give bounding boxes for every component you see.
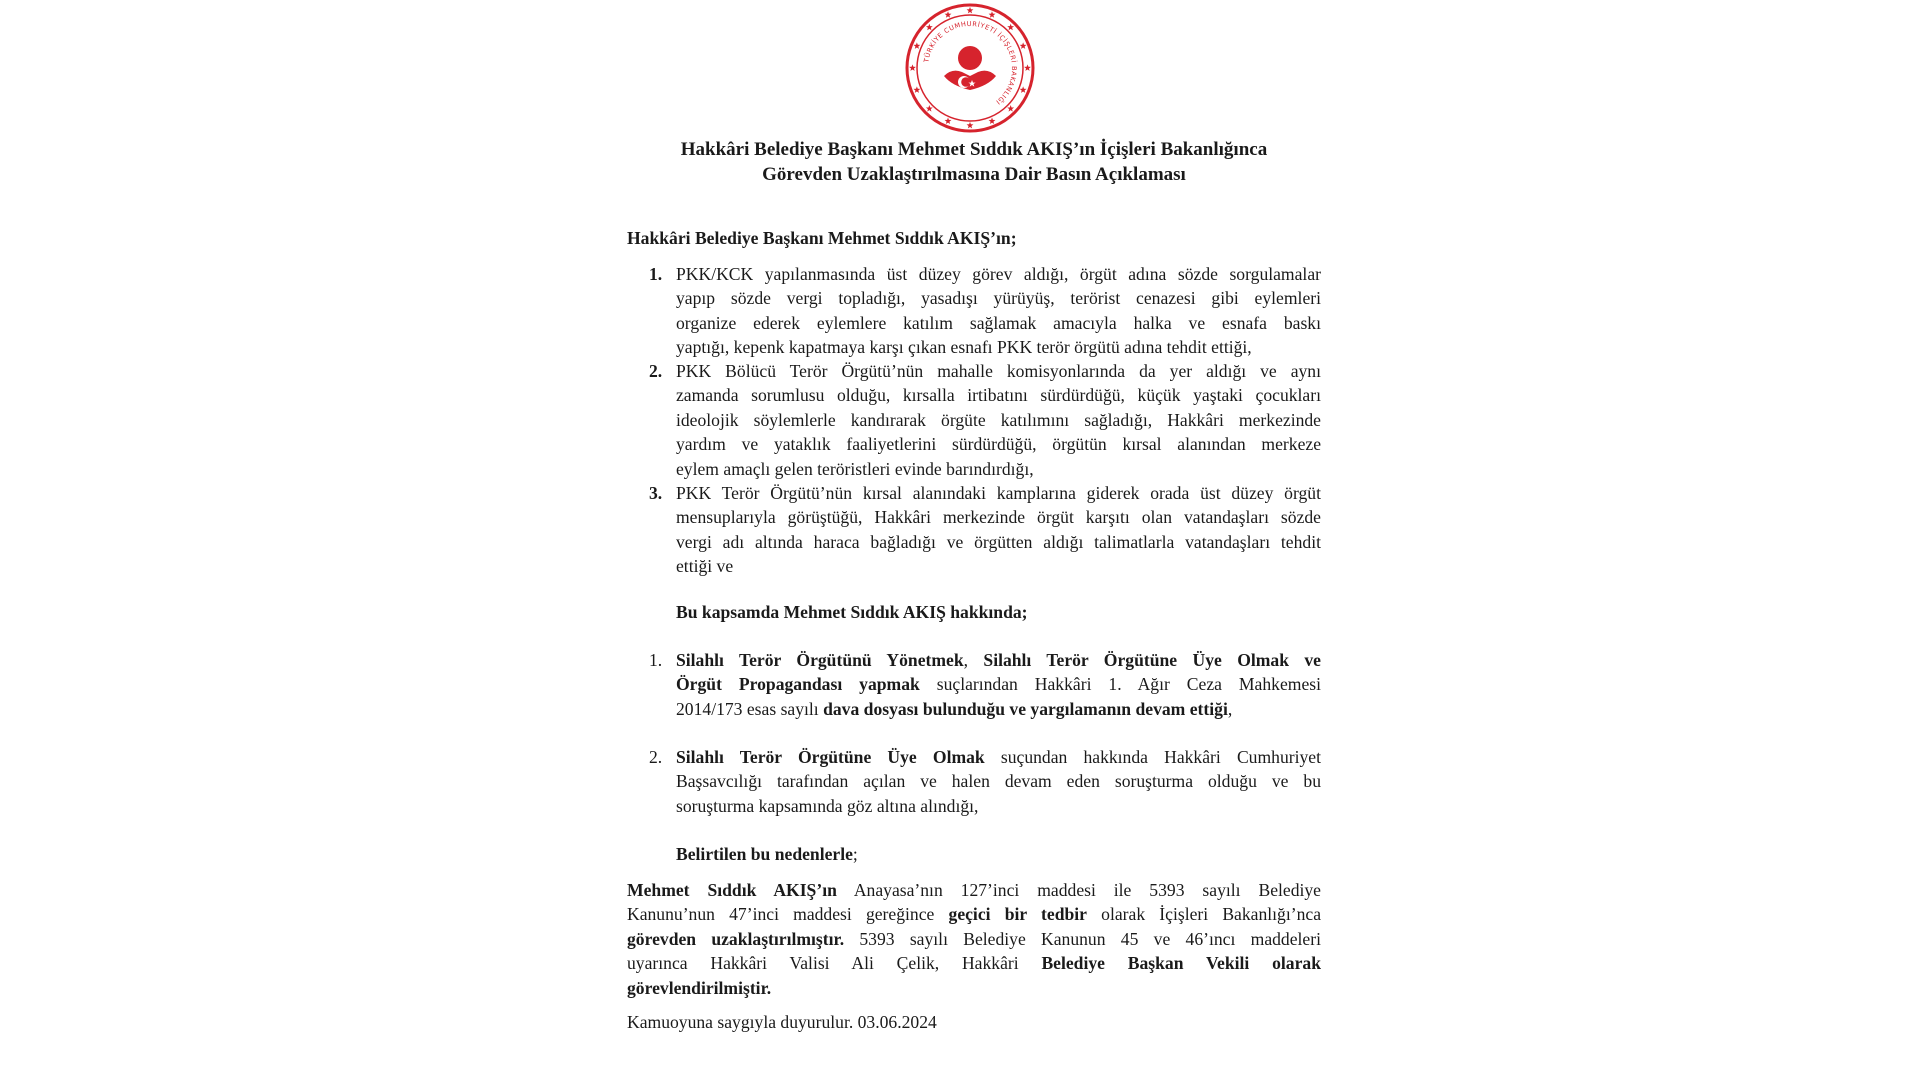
reasons-heading: Belirtilen bu nedenlerle; — [676, 844, 858, 864]
item-line: PKK/KCK yapılanmasında üst düzey görev aldığı, örgüt adına sözde sorgulamalar — [676, 264, 1321, 284]
conclusion-line: uyarınca Hakkâri Valisi Ali Çelik, Hakkâri Belediye Başkan Vekili olarak — [627, 953, 1321, 974]
item-number: 3. — [649, 483, 663, 503]
item-line: ideolojik söylemlerle kandırarak örgüte katılımını sağladığı, Hakkâri merkezinde — [676, 409, 1321, 430]
scope-heading: Bu kapsamda Mehmet Sıddık AKIŞ hakkında; — [676, 602, 1028, 622]
item-line: PKK Bölücü Terör Örgütü’nün mahalle komisyonlarında da yer aldığı ve aynı — [676, 361, 1321, 381]
item-line: zamanda sorumlusu olduğu, kırsalla irtibatını sürdürdüğü, küçük yaştaki çocukları — [676, 385, 1321, 406]
item-line: Silahlı Terör Örgütünü Yönetmek, Silahlı Terör Örgütüne Üye Olmak ve — [676, 650, 1321, 670]
item-line: eylem amaçlı gelen teröristleri evinde barındırdığı, — [676, 458, 1034, 479]
item-line: soruşturma kapsamında göz altına alındığı, — [676, 795, 979, 816]
intro-heading: Hakkâri Belediye Başkanı Mehmet Sıddık AKIŞ’ın; — [627, 228, 1017, 248]
conclusion-line: Kanunu’nun 47’inci maddesi gereğince geçici bir tedbir olarak İçişleri Bakanlığı’nca — [627, 904, 1322, 925]
item-line: ettiği ve — [676, 556, 734, 577]
item-line: yardım ve yataklık faaliyetlerini sürdürdüğü, örgütün kırsal alanından merkeze — [676, 434, 1321, 455]
conclusion-line: görevden uzaklaştırılmıştır. 5393 sayılı Belediye Kanunun 45 ve 46’ıncı maddeleri — [627, 928, 1321, 949]
title-line-1: Hakkâri Belediye Başkanı Mehmet Sıddık AKIŞ’ın İçişleri Bakanlığınca — [680, 139, 1268, 160]
item-line: Silahlı Terör Örgütüne Üye Olmak suçundan hakkında Hakkâri Cumhuriyet — [676, 747, 1321, 767]
item-line: Başsavcılığı tarafından açılan ve halen devam eden soruşturma olduğu ve bu — [676, 771, 1321, 792]
title-line-2: Görevden Uzaklaştırılmasına Dair Basın Açıklaması — [762, 164, 1186, 185]
item-line: vergi adı altında haraca bağladığı ve örgütten aldığı talimatlarla vatandaşları tehdit — [676, 531, 1321, 552]
conclusion-line: görevlendirilmiştir. — [627, 977, 772, 998]
item-line: Örgüt Propagandası yapmak suçlarından Hakkâri 1. Ağır Ceza Mahkemesi — [676, 674, 1321, 695]
conclusion-paragraph — [627, 878, 1321, 1000]
item-number: 2. — [649, 361, 663, 381]
item-line: PKK Terör Örgütü’nün kırsal alanındaki kamplarına giderek orada üst düzey örgüt — [676, 483, 1321, 503]
item-line: mensuplarıyla görüştüğü, Hakkâri merkezinde örgüt karşıtı olan vatandaşları sözde — [676, 507, 1321, 528]
conclusion-line: Mehmet Sıddık AKIŞ’ın Anayasa’nın 127’inci maddesi ile 5393 sayılı Belediye — [627, 880, 1321, 900]
seal-ring-text: TÜRKİYE CUMHURİYETİ İÇİŞLERİ BAKANLIĞI — [922, 19, 1019, 107]
item-number: 1. — [649, 264, 663, 284]
item-number: 2. — [649, 747, 663, 767]
document-title — [627, 137, 1321, 187]
item-line: yaptığı, kepenk kapatmaya karşı çıkan esnafı PKK terör örgütü adına tehdit ettiği, — [676, 337, 1252, 358]
item-number: 1. — [649, 650, 663, 670]
item-line: yapıp sözde vergi topladığı, yasadışı yürüyüş, terörist cenazesi gibi eylemleri — [676, 288, 1321, 309]
ministry-seal-icon — [904, 2, 1036, 134]
closing-statement: Kamuoyuna saygıyla duyurulur. 03.06.2024 — [627, 1012, 937, 1032]
item-line: 2014/173 esas sayılı dava dosyası bulunduğu ve yargılamanın devam ettiği, — [676, 698, 1233, 719]
item-line: organize ederek eylemlere katılım sağlamak amacıyla halka ve esnafa baskı — [676, 312, 1321, 333]
